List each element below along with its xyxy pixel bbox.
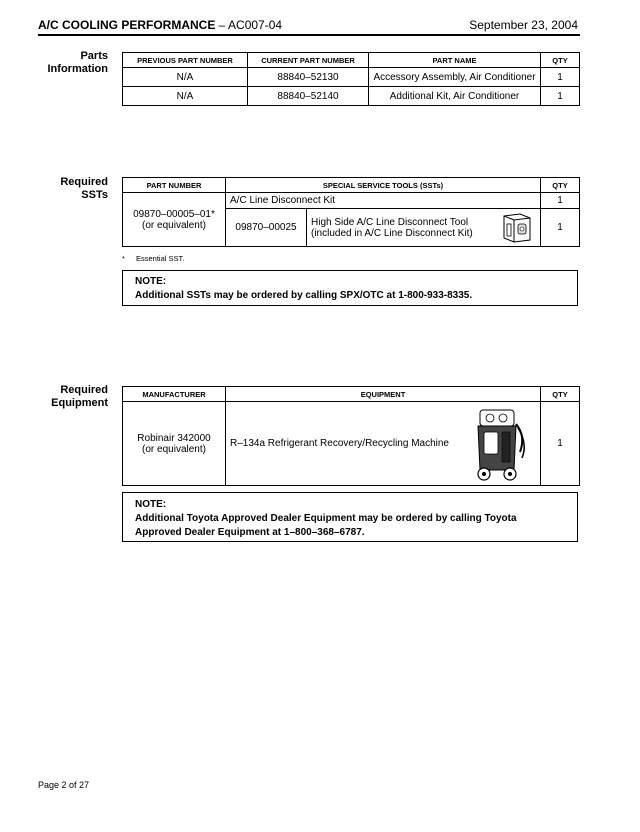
cell-current-part: 88840–52140: [248, 87, 369, 106]
cell-qty: 1: [541, 68, 580, 87]
cell-kit-qty: 1: [541, 193, 580, 209]
kit-part-number: 09870–00005–01*: [133, 208, 215, 220]
col-qty: QTY: [541, 178, 580, 193]
cell-current-part: 88840–52130: [248, 68, 369, 87]
parts-section-label: [38, 50, 108, 76]
ssts-note: [122, 270, 578, 306]
cell-part-name: Additional Kit, Air Conditioner: [369, 87, 541, 106]
tool-name-line1: High Side A/C Line Disconnect Tool: [311, 216, 469, 228]
ssts-label-line2: SSTs: [81, 189, 108, 201]
note-line1: Additional Toyota Approved Dealer Equipment may be ordered by calling Toyota: [135, 513, 517, 524]
page-header: [38, 18, 578, 32]
cell-qty: 1: [541, 87, 580, 106]
ssts-header-row: [123, 178, 580, 193]
ssts-table: [122, 177, 580, 247]
parts-label-line2: Information: [47, 63, 108, 75]
note-title: NOTE:: [135, 276, 167, 287]
equipment-note: [122, 492, 578, 542]
table-row: [123, 87, 580, 106]
document-title: A/C COOLING PERFORMANCE: [38, 18, 216, 32]
col-sst: SPECIAL SERVICE TOOLS (SSTs): [226, 178, 541, 193]
parts-table: [122, 52, 580, 106]
table-row: [123, 193, 580, 209]
footnote-star: *: [122, 254, 125, 263]
disconnect-tool-icon: [498, 212, 534, 244]
cell-kit-part-number: [123, 193, 226, 247]
col-qty: QTY: [541, 387, 580, 402]
cell-previous-part: N/A: [123, 87, 248, 106]
footnote: [122, 254, 184, 263]
ssts-label-line1: Required: [60, 176, 108, 188]
cell-part-name: Accessory Assembly, Air Conditioner: [369, 68, 541, 87]
col-previous-part: PREVIOUS PART NUMBER: [123, 53, 248, 68]
ssts-section-label: [38, 176, 108, 202]
table-row: [123, 68, 580, 87]
equipment-name: R–134a Refrigerant Recovery/Recycling Machine: [230, 438, 449, 449]
equipment-header-row: [123, 387, 580, 402]
note-title: NOTE:: [135, 499, 167, 510]
col-equipment: EQUIPMENT: [226, 387, 541, 402]
parts-header-row: [123, 53, 580, 68]
col-part-number: PART NUMBER: [123, 178, 226, 193]
tool-name-line2: (included in A/C Line Disconnect Kit): [311, 227, 473, 239]
cell-equipment-qty: 1: [541, 402, 580, 486]
col-current-part: CURRENT PART NUMBER: [248, 53, 369, 68]
note-text: Additional SSTs may be ordered by calling SPX/OTC at 1-800-933-8335.: [135, 290, 473, 301]
col-part-name: PART NAME: [369, 53, 541, 68]
cell-tool-name: [307, 209, 541, 247]
header-rule: [38, 34, 580, 36]
kit-part-equivalent: (or equivalent): [142, 219, 206, 231]
cell-previous-part: N/A: [123, 68, 248, 87]
col-manufacturer: MANUFACTURER: [123, 387, 226, 402]
cell-manufacturer: [123, 402, 226, 486]
document-code: – AC007-04: [215, 18, 283, 32]
page-number: Page 2 of 27: [38, 780, 90, 790]
cell-tool-part-number: 09870–00025: [226, 209, 307, 247]
equipment-section-label: [38, 384, 108, 410]
manufacturer-name: Robinair 342000: [137, 432, 211, 444]
recovery-machine-icon: [470, 406, 530, 482]
note-line2: Approved Dealer Equipment at 1–800–368–6787.: [135, 527, 365, 538]
document-date: September 23, 2004: [469, 18, 578, 32]
col-qty: QTY: [541, 53, 580, 68]
equipment-label-line2: Equipment: [51, 397, 108, 409]
manufacturer-equivalent: (or equivalent): [142, 443, 206, 455]
equipment-label-line1: Required: [60, 384, 108, 396]
cell-kit-name: A/C Line Disconnect Kit: [226, 193, 541, 209]
cell-equipment-name: [226, 402, 541, 486]
cell-tool-qty: 1: [541, 209, 580, 247]
footnote-text: Essential SST.: [136, 254, 185, 263]
equipment-table: [122, 386, 580, 486]
parts-label-line1: Parts: [80, 50, 108, 62]
table-row: [123, 402, 580, 486]
